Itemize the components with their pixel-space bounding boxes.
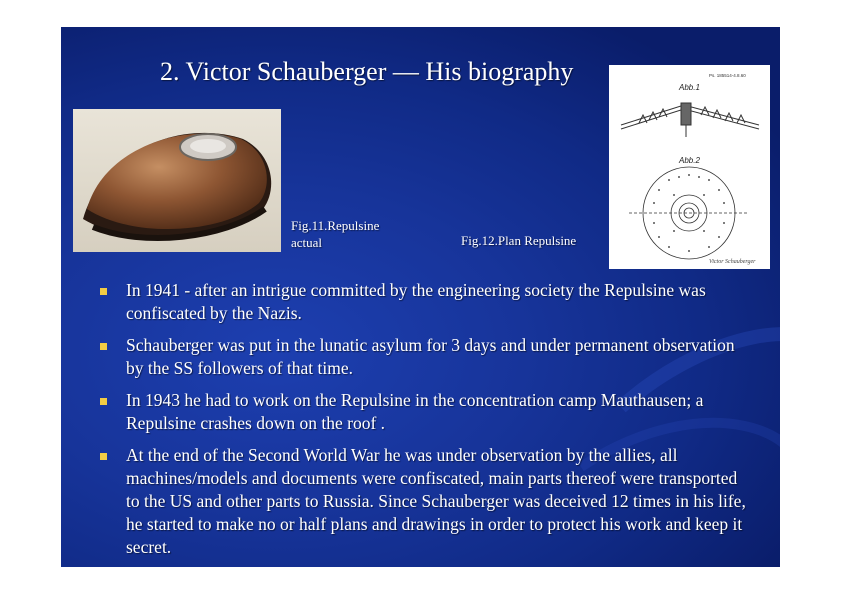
abb1-label: Abb.1 <box>679 83 700 92</box>
bullet-text: Schauberger was put in the lunatic asylum for 3 days and under permanent observation by the SS followers of that time. <box>126 335 735 378</box>
bullet-text: In 1943 he had to work on the Repulsine in the concentration camp Mauthausen; a Repulsine crashes down on the roof . <box>126 390 704 433</box>
drawing-signature: Victor Schauberger <box>709 259 756 265</box>
repulsine-photo <box>73 109 281 252</box>
bullet-square-icon <box>100 343 107 350</box>
bullet-list <box>97 279 747 567</box>
bullet-square-icon <box>100 398 107 405</box>
bullet-text: At the end of the Second World War he was under observation by the allies, all machines/models and documents were confiscated, main parts thereof were transported to the US and other parts to Russia. Since Schauberger was deceived 12 times in his life, he started to make no or half plans and drawings in order to protect his work and keep it secret. <box>126 445 746 557</box>
fig12-caption: Fig.12.Plan Repulsine <box>461 233 577 248</box>
abb2-label: Abb.2 <box>679 156 700 165</box>
bullet-square-icon <box>100 288 107 295</box>
bullet-text: In 1941 - after an intrigue committed by the engineering society the Repulsine was confiscated by the Nazis. <box>126 280 706 323</box>
bullet-item <box>97 444 747 559</box>
bullet-item <box>97 334 747 380</box>
bullet-square-icon <box>100 453 107 460</box>
bullet-item <box>97 389 747 435</box>
repulsine-plan-drawing <box>609 65 770 269</box>
fig11-caption-line1: Fig.11.Repulsine <box>291 218 380 233</box>
slide-title: 2. Victor Schauberger — His biography <box>160 57 574 86</box>
bullet-item <box>97 279 747 325</box>
fig11-caption <box>291 217 421 251</box>
svg-text:Ps. 185514-4.8.60: Ps. 185514-4.8.60 <box>709 73 746 78</box>
slide <box>61 27 780 567</box>
fig11-caption-line2: actual <box>291 235 323 250</box>
